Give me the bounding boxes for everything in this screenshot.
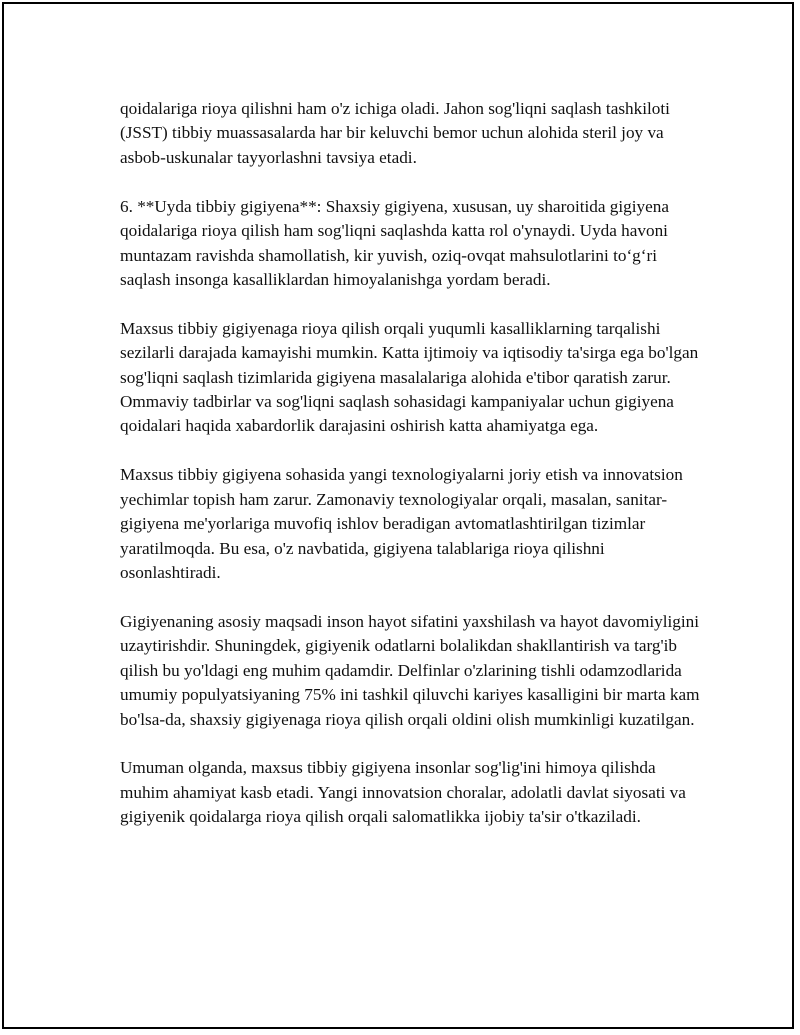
paragraph-5: Gigiyenaning asosiy maqsadi inson hayot sifatini yaxshilash va hayot davomiyligini uzaytirishdir. Shuningdek, gigiyenik odatlarni bolalikdan shakllantirish va targ'ib qilish bu yo'ldagi eng muhim qadamdir. Delfinlar o'zlarining tishli odamzodlarida umumiy populyatsiyaning 75% ini tashkil qiluvchi kariyes kasalligini bir marta kam bo'lsa-da, shaxsiy gigiyenaga rioya qilish orqali oldini olish mumkinligi kuzatilgan. — [120, 611, 700, 729]
paragraph-4: Maxsus tibbiy gigiyena sohasida yangi texnologiyalarni joriy etish va innovatsion yechimlar topish ham zarur. Zamonaviy texnologiyalar orqali, masalan, sanitar-gigiyena me'yorlariga muvofiq ishlov beradigan avtomatlashtirilgan tizimlar yaratilmoqda. Bu esa, o'z navbatida, gigiyena talablariga rioya qilishni osonlashtiradi. — [120, 465, 683, 582]
paragraph-6: Umuman olganda, maxsus tibbiy gigiyena insonlar sog'lig'ini himoya qilishda muhim ahamiyat kasb etadi. Yangi innovatsion choralar, adolatli davlat siyosati va gigiyenik qoidalarga rioya qilish orqali salomatlikka ijobiy ta'sir o'tkaziladi. — [120, 758, 686, 827]
document-page — [2, 2, 794, 1029]
paragraph-1: qoidalariga rioya qilishni ham o'z ichiga oladi. Jahon sog'liqni saqlash tashkiloti (JSST) tibbiy muassasalarda har bir keluvchi bemor uchun alohida steril joy va asbob-uskunalar tayyorlashni tavsiya etadi. — [120, 99, 670, 167]
paragraph-3: Maxsus tibbiy gigiyenaga rioya qilish orqali yuqumli kasalliklarning tarqalishi sezilarli darajada kamayishi mumkin. Katta ijtimoiy va iqtisodiy ta'sirga ega bo'lgan sog'liqni saqlash tizimlarida gigiyena masalalariga alohida e'tibor qaratish zarur. Ommaviy tadbirlar va sog'liqni saqlash sohasidagi kampaniyalar uchun gigiyena qoidalari haqida xabardorlik darajasini oshirish katta ahamiyatga ega. — [120, 318, 699, 436]
document-body — [120, 97, 700, 854]
paragraph-2: 6. **Uyda tibbiy gigiyena**: Shaxsiy gigiyena, xususan, uy sharoitida gigiyena qoidalariga rioya qilish ham sog'liqni saqlashda katta rol o'ynaydi. Uyda havoni muntazam ravishda shamollatish, kir yuvish, oziq-ovqat mahsulotlarini to‘g‘ri saqlash insonga kasalliklardan himoyalanishga yordam beradi. — [120, 196, 669, 289]
